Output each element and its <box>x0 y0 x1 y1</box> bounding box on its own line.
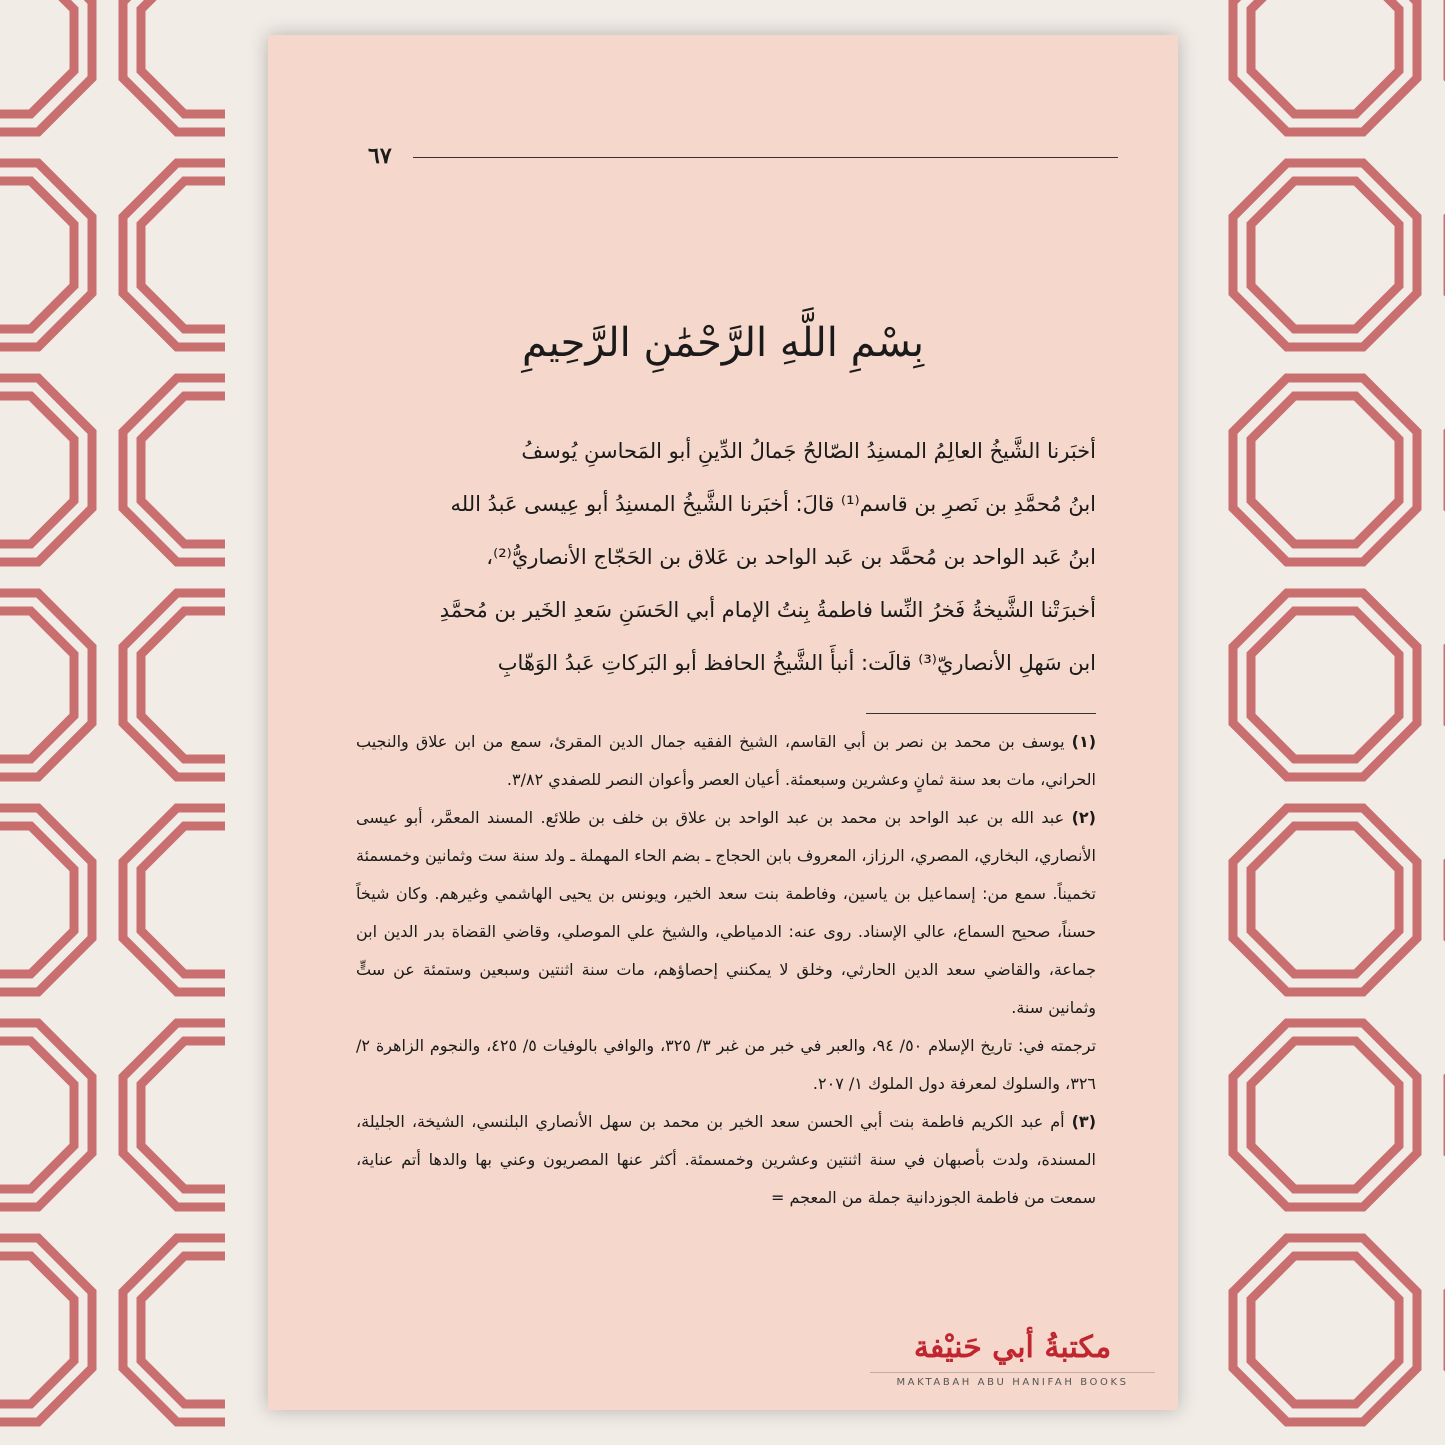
main-text <box>356 425 1096 690</box>
main-line: أخبرَتْنا الشَّيخةُ فَخرُ النِّسا فاطمةُ بِنتُ الإمام أبي الحَسَنِ سَعدِ الخَير بن مُحمَّدِ <box>439 598 1096 622</box>
pattern-octagon <box>1251 1041 1399 1189</box>
geometric-pattern-left <box>0 0 225 1445</box>
pattern-octagon <box>0 1256 74 1404</box>
basmala-calligraphy: بِسْمِ اللَّهِ الرَّحْمَٰنِ الرَّحِيمِ <box>521 320 925 366</box>
pattern-octagon <box>1251 396 1399 544</box>
logo-arabic-text: مكتبةُ أبي حَنيْفة <box>913 1330 1112 1365</box>
pattern-octagon <box>1233 593 1417 777</box>
pattern-octagon <box>141 611 225 759</box>
pattern-octagon <box>141 396 225 544</box>
pattern-octagon <box>0 181 74 329</box>
page-header <box>368 143 1118 173</box>
main-line: ابنُ مُحمَّدِ بن نَصرِ بن قاسم⁽¹⁾ قالَ: أخبَرنا الشَّيخُ المسنِدُ أبو عِيسى عَبدُ الله <box>450 492 1096 516</box>
footnotes <box>356 723 1096 1217</box>
pattern-octagon <box>1233 378 1417 562</box>
main-line: أخبَرنا الشَّيخُ العالِمُ المسنِدُ الصّالحُ جَمالُ الدِّينِ أبو المَحاسنِ يُوسفُ <box>521 439 1096 463</box>
book-page <box>268 35 1178 1410</box>
publisher-logo <box>870 1330 1155 1388</box>
pattern-octagon <box>141 1041 225 1189</box>
pattern-octagon <box>0 826 74 974</box>
pattern-octagon <box>1251 611 1399 759</box>
header-rule <box>413 157 1118 158</box>
main-line: ابن سَهلِ الأنصاريّ⁽³⁾ قالَت: أنبأَ الشَّيخُ الحافظ أبو البَركاتِ عَبدُ الوَهّابِ <box>497 651 1096 675</box>
pattern-octagon <box>0 1041 74 1189</box>
pattern-left <box>0 0 225 1445</box>
pattern-octagon <box>1233 163 1417 347</box>
footnote-2-sources <box>356 1027 1096 1103</box>
footnote-3 <box>356 1103 1096 1217</box>
footnote-text: عبد الله بن عبد الواحد بن محمد بن عبد الواحد بن علاق بن خلف بن طلائع. المسند المعمَّر، أبو عيسى الأنصاري، البخاري، المصري، الرزاز، المعروف بابن الحجاج ـ بضم الحاء المهملة ـ ولد سنة ست وثمانين وخمسمئة تخميناً. سمع من: إسماعيل بن ياسين، وفاطمة بنت سعد الخير، ويونس بن يحيى الهاشمي وغيرهم. وكان شيخاً حسناً، صحيح السماع، عالي الإسناد. روى عنه: الدمياطي، والشيخ علي الموصلي، وقاضي القضاة بدر الدين ابن جماعة، والقاضي سعد الدين الحارثي، وخلق لا يمكنني إحصاؤهم، مات سنة اثنتين وسبعين وستمئة عن ستٍّ وثمانين سنة. <box>356 808 1096 1017</box>
pattern-right <box>1215 0 1445 1445</box>
pattern-octagon <box>1233 808 1417 992</box>
pattern-octagon <box>0 396 74 544</box>
footnote-rule <box>866 713 1096 714</box>
footnote-number: (٢) <box>1071 808 1096 827</box>
geometric-pattern-right <box>1215 0 1445 1445</box>
pattern-octagon <box>1251 181 1399 329</box>
logo-english-text: MAKTABAH ABU HANIFAH BOOKS <box>870 1372 1155 1388</box>
pattern-octagon <box>1251 1256 1399 1404</box>
pattern-octagon <box>1233 1238 1417 1422</box>
main-line: ابنُ عَبد الواحد بن مُحمَّد بن عَبد الواحد بن عَلاق بن الحَجّاج الأنصاريُّ⁽²⁾، <box>486 545 1096 569</box>
pattern-octagon <box>1251 0 1399 114</box>
footnote-number: (٣) <box>1071 1112 1096 1131</box>
pattern-octagon <box>1233 1023 1417 1207</box>
page-number: ٦٧ <box>368 143 392 169</box>
footnote-text: يوسف بن محمد بن نصر بن أبي القاسم، الشيخ الفقيه جمال الدين المقرئ، سمع من ابن علاق والنجيب الحراني، مات بعد سنة ثمانٍ وعشرين وسبعمئة. أعيان العصر وأعوان النصر للصفدي ٣/٨٢. <box>356 732 1096 789</box>
footnote-number: (١) <box>1071 732 1097 751</box>
pattern-octagon <box>0 611 74 759</box>
footnote-2 <box>356 799 1096 1027</box>
pattern-octagon <box>141 826 225 974</box>
pattern-octagon <box>141 181 225 329</box>
footnote-text: ترجمته في: تاريخ الإسلام ٥٠/ ٩٤، والعبر في خبر من غبر ٣/ ٣٢٥، والوافي بالوفيات ٥/ ٤٢٥، والنجوم الزاهرة ٢/ ٣٢٦، والسلوك لمعرفة دول الملوك ١/ ٢٠٧. <box>356 1036 1097 1093</box>
pattern-octagon <box>141 0 225 114</box>
footnote-text: أم عبد الكريم فاطمة بنت أبي الحسن سعد الخير بن محمد بن سهل الأنصاري البلنسي، الشيخة، الجليلة، المسندة، ولدت بأصبهان في سنة اثنتين وعشرين وخمسمئة. أكثر عنها المصريون وعني بها والدها أتم عناية، سمعت من فاطمة الجوزدانية جملة من المعجم = <box>356 1112 1096 1207</box>
footnote-1 <box>356 723 1096 799</box>
pattern-octagon <box>1251 826 1399 974</box>
pattern-octagon <box>141 1256 225 1404</box>
pattern-octagon <box>0 0 74 114</box>
